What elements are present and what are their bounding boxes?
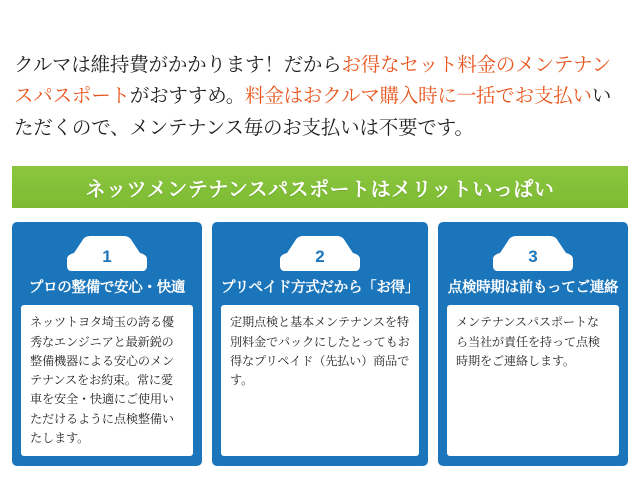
card-title: プリペイド方式だから「お得」 [221,280,419,297]
lead-text-3: いただくので、メンテナンス毎のお支払いは不要です。 [14,85,612,139]
card-number: 2 [315,247,325,267]
benefit-card [12,222,202,466]
card-body-text: 定期点検と基本メンテナンスを特別料金でパックにしたとってもお得なプリペイド（先払い）商品です。 [221,305,419,456]
benefit-card-list [12,222,628,466]
lead-text-1: クルマは維持費がかかります！だから [14,53,342,76]
lead-highlight-2: 料金はおクルマ購入時に一括でお支払い [245,85,592,108]
card-title: プロの整備で安心・快適 [28,280,186,297]
benefit-card [438,222,628,466]
card-body-text: メンテナンスパスポートなら当社が責任を持って点検時期をご連絡します。 [447,305,619,456]
car-icon [491,233,575,275]
card-body-text: ネッツトヨタ埼玉の誇る優秀なエンジニアと最新鋭の整備機器による安心のメンテナンスをお約束。常に愛車を安全・快適にご使用いただけるように点検整備いたします。 [21,305,193,456]
card-number: 1 [102,247,112,267]
lead-highlight-1: お得なセット料金のメンテナンスパスポート [14,53,611,108]
benefit-card [212,222,428,466]
banner-title: ネッツメンテナンスパスポートはメリットいっぱい [85,178,555,201]
card-title: 点検時期は前もってご連絡 [447,280,619,297]
lead-paragraph [0,20,640,145]
lead-text-2: がおすすめ。 [129,85,246,108]
promo-page [0,20,640,500]
car-icon [278,233,362,275]
car-icon [65,233,149,275]
section-banner [12,166,628,208]
card-number: 3 [528,247,538,267]
